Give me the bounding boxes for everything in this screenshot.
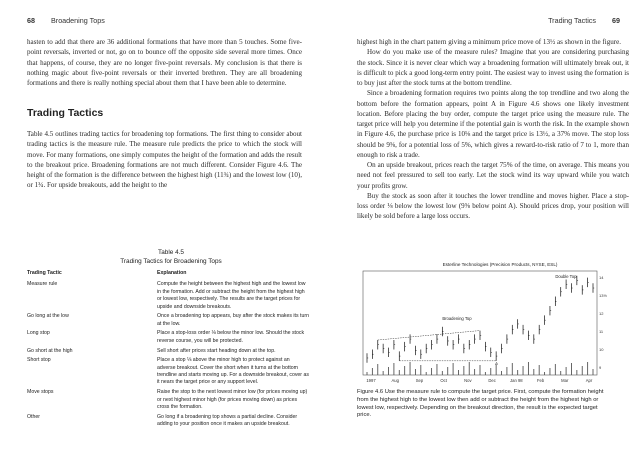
y-tick-label: 12: [599, 311, 604, 316]
left-page-header: [27, 16, 105, 25]
left-page-number: 68: [27, 16, 35, 25]
table-cell-tactic: Move stops: [27, 389, 54, 396]
table-cell-explanation: Place a stop-loss order ⅛ below the minor low. Should the stock reverse course, you will be protected.: [157, 330, 305, 344]
chart-frame: [363, 271, 597, 375]
annotation-broadening-top: Broadening Top: [442, 316, 472, 322]
y-tick-label: 11: [599, 329, 604, 334]
table-header-explanation: Explanation: [157, 270, 187, 276]
y-tick-label: 13½: [599, 293, 607, 298]
intro-text: hasten to add that there are 36 additional formations that have more than 5 touches. Some five-point reversals, inverted or not, go on to bounce off the opposite side several more times. Once that happens, of course, they are no longer five-point reversals. My conclusion is that there is nothing magic about five-point reversals or their inverted brethren. They are all broadening formations and there is really nothing special about them that I have been able to determine.: [27, 38, 302, 87]
x-tick-label: Apr: [585, 378, 593, 383]
price-chart: [357, 257, 609, 389]
table-cell-tactic: Other: [27, 413, 40, 420]
tactics-paragraph: [27, 129, 302, 191]
table-cell-explanation: Once a broadening top appears, buy after the stock makes its turn at the low.: [157, 313, 309, 327]
x-tick-label: Aug: [391, 378, 399, 383]
table-row: [27, 414, 319, 429]
x-tick-label: Sep: [415, 378, 424, 383]
right-paragraph: highest high in the chart pattern giving a minimum price move of 13½ as shown in the figure.: [357, 38, 622, 46]
right-body: [357, 37, 629, 222]
table-row: [27, 313, 319, 328]
right-page-number: 69: [612, 16, 620, 25]
right-running-title: Trading Tactics: [548, 16, 596, 25]
x-tick-label: Oct: [440, 378, 447, 383]
x-tick-label: Feb: [536, 378, 545, 383]
table-cell-explanation: Sell short after prices start heading down at the top.: [157, 347, 276, 354]
table-caption: [27, 248, 315, 266]
table-cell-explanation: Compute the height between the highest high and the lowest low in the formation. Add or subtract the height from the highest high or lowest low, respectively. The results are the target prices for upside and downside breakouts.: [157, 281, 306, 310]
table-title: Trading Tactics for Broadening Tops: [120, 258, 222, 265]
tactics-table: [27, 270, 319, 431]
x-tick-label: Dec: [488, 378, 496, 383]
right-paragraph: Buy the stock as soon after it touches the lower trendline and moves higher. Place a stop-loss order ⅛ below the lowest low (9⅝ below point A). Should prices drop, your position will likely be sold before a large loss occurs.: [357, 191, 629, 221]
table-row: [27, 348, 319, 355]
table-header-tactic: Trading Tactic: [27, 270, 62, 276]
table-cell-tactic: Go short at the high: [27, 347, 73, 354]
right-paragraph: Since a broadening formation requires two points along the top trendline and two along the bottom before the formation appears, point A in Figure 4.6 shows one likely investment location. Before placing the buy order, compute the target price using the measure rule. The target price will help you determine if the potential gain is worth the risk. In the example shown in Figure 4.6, the purchase price is 10⅛ and the target price is 13½, a 37% move. The stop loss should be 9⅝, for a potential loss of 5%, which gives a reward-to-risk ratio of 7 to 1, more than enough to risk a trade.: [357, 89, 629, 159]
right-paragraph: On an upside breakout, prices reach the target 75% of the time, on average. This means you need not feel pressured to sell too early. Let the stock wind its way upward while you watch your profits grow.: [357, 161, 629, 190]
table-label: Table 4.5: [158, 249, 184, 256]
table-cell-explanation: Place a stop ⅛ above the minor high to protect against an adverse breakout. Cover the short when it turns at the bottom trendline and starts moving up. For a downside breakout, cover as it nears the target price or any support level.: [157, 357, 309, 386]
figure-chart: [357, 257, 609, 389]
table-cell-tactic: Measure rule: [27, 281, 58, 288]
table-cell-tactic: Long stop: [27, 330, 50, 337]
x-tick-label: 1997: [366, 378, 376, 383]
x-tick-label: Mar: [561, 378, 569, 383]
tactics-text: Table 4.5 outlines trading tactics for broadening top formations. The first thing to consider about trading tactics is the measure rule. The measure rule predicts the price to which the stock will move. For many formations, one simply computes the height of the formation and adds the result to the breakout price. Broadening formations are not much different. Consider Figure 4.6. The height of the formation is the difference between the highest high (11¾) and the lowest low (10), or 1¾. For upside breakouts, add the height to the: [27, 130, 302, 190]
annotation-point-a: A: [495, 361, 498, 367]
table-cell-tactic: Go long at the low: [27, 313, 69, 320]
table-row: [27, 281, 319, 311]
chart-title: Esterline Technologies (Precision Products, NYSE, ESL): [442, 262, 558, 267]
table-header-row: [27, 270, 319, 277]
figure-caption: Figure 4.6 Use the measure rule to compute the target price. First, compute the formation height from the highest high to the lowest low then add or subtract the height from the highest high or lowest low, respectively. Depending on the breakout direction, the result is the expected target price.: [357, 389, 604, 419]
right-page-header: [548, 16, 620, 25]
y-tick-label: 9: [599, 365, 602, 370]
y-tick-label: 10: [599, 347, 604, 352]
table-cell-explanation: Go long if a broadening top shows a partial decline. Consider adding to your position once it makes an upside breakout.: [157, 413, 298, 428]
annotation-double-top: Double Top: [555, 274, 577, 279]
left-running-title: Broadening Tops: [51, 16, 105, 25]
right-paragraph: How do you make use of the measure rules? Imagine that you are considering purchasing the stock. Since it is never clear which way a broadening formation will ultimately break out, it is difficult to pick a good long-term entry point. The easiest way to invest using the formation is to buy just after the stock turns at the bottom trendline.: [357, 48, 629, 87]
x-tick-label: Jan 98: [510, 378, 523, 383]
table-cell-tactic: Short stop: [27, 357, 51, 364]
section-heading: Trading Tactics: [27, 107, 104, 119]
intro-paragraph: [27, 37, 302, 88]
y-tick-label: 14: [599, 275, 604, 280]
table-cell-explanation: Raise the stop to the next lowest minor low (for prices moving up) or next highest minor high (for prices moving down) as prices cross the formation.: [157, 389, 308, 410]
table-row: [27, 330, 319, 345]
top-trendline: [378, 331, 480, 340]
x-tick-label: Nov: [464, 378, 472, 383]
table-row: [27, 357, 319, 387]
table-row: [27, 389, 319, 411]
